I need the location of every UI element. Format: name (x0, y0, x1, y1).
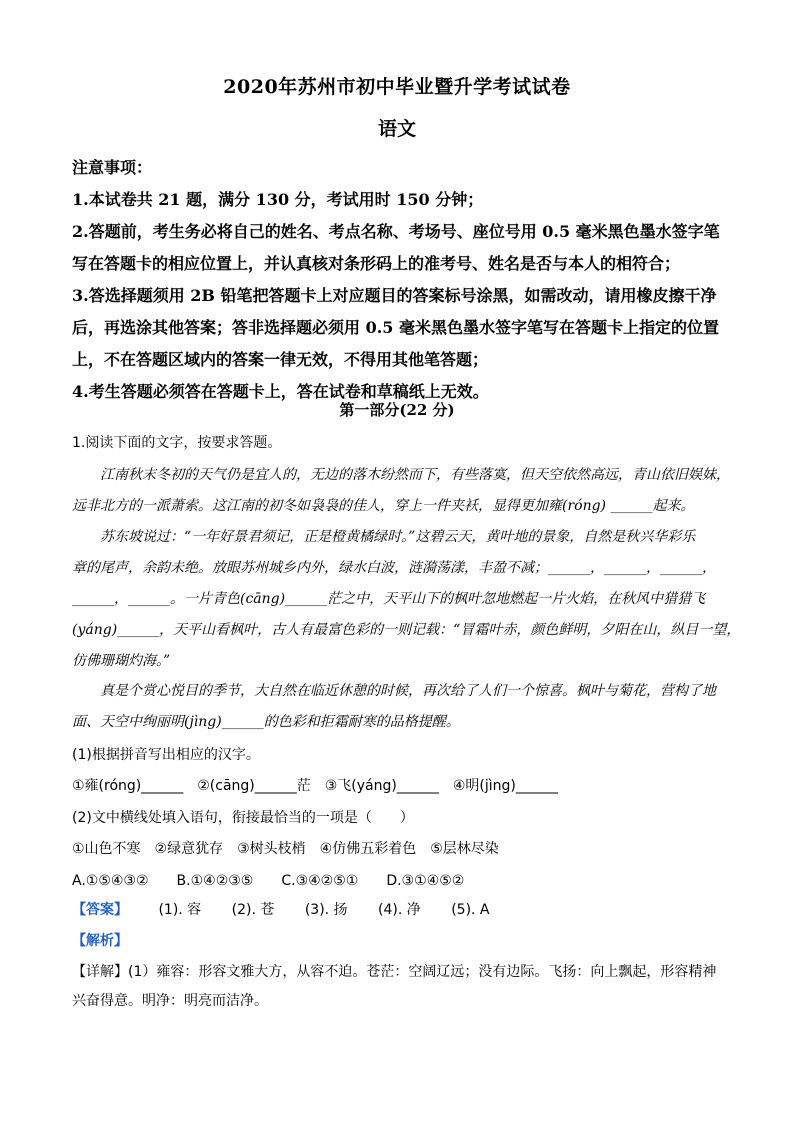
passage-line: 真是个赏心悦目的季节，大自然在临近休憩的时候，再次给了人们一个惊喜。枫叶与菊花，营构了地 (72, 683, 716, 699)
answer-choices: A.①⑤④③② B.①④②③⑤ C.③④②⑤① D.③①④⑤② (72, 873, 465, 889)
notes-line: 写在答题卡的相应位置上，并认真核对条形码上的准考号、姓名是否与本人的相符合； (72, 254, 681, 273)
answer-item: (1). 容 (158, 902, 202, 918)
answer-item: (5). A (451, 902, 490, 918)
detail-line: 兴奋得意。明净：明亮而洁净。 (72, 993, 268, 1009)
notes-line: 4.考生答题必须答在答题卡上，答在试卷和草稿纸上无效。 (72, 382, 489, 401)
notes-line: 2.答题前，考生务必将自己的姓名、考点名称、考场号、座位号用 0.5 毫米黑色墨水签字笔 (72, 222, 720, 241)
analysis-label: 【解析】 (72, 933, 128, 949)
answer-row (72, 899, 490, 919)
notes-section (72, 152, 724, 408)
sub-question-1: (1)根据拼音写出相应的汉字。 (72, 747, 260, 763)
notes-line: 1.本试卷共 21 题，满分 130 分，考试用时 150 分钟； (72, 190, 484, 209)
question-prompt: 1.阅读下面的文字，按要求答题。 (72, 435, 282, 451)
answer-item: (4). 净 (378, 902, 421, 918)
passage-line: (yáng)______，天平山看枫叶，古人有最富色彩的一则记载：“冒霜叶赤，颜色鲜明，夕阳在山，纵目一望， (72, 622, 741, 638)
answer-item: (3). 扬 (304, 902, 348, 918)
page-title: 2020年苏州市初中毕业暨升学考试试卷 (223, 76, 571, 98)
passage-line: ______，______。一片青色(cāng)______茫之中，天平山下的枫叶忽地燃起一片火焰，在秋风中猎猎飞 (72, 591, 706, 607)
notes-line: 3.答选择题须用 2B 铅笔把答题卡上对应题目的答案标号涂黑，如需改动，请用橡皮擦干净 (72, 286, 717, 305)
sub-question-2-items: ①山色不寒 ②绿意犹存 ③树头枝梢 ④仿佛五彩着色 ⑤层林尽染 (72, 841, 499, 857)
reading-passage (72, 460, 741, 677)
part-one-heading: 第一部分(22 分) (339, 401, 455, 419)
answer-item: (2). 苍 (231, 902, 275, 918)
notes-heading: 注意事项： (72, 158, 153, 177)
passage-line: 江南秋末冬初的天气仍是宜人的，无边的落木纷然而下，有些落寞，但天空依然高远，青山依旧娱妹， (72, 467, 730, 483)
answer-label: 【答案】 (72, 902, 128, 918)
detail-explanation (72, 958, 724, 1016)
passage-line: 面、天空中绚丽明(jìng)______的色彩和拒霜耐寒的品格提醒。 (72, 714, 460, 730)
passage-line: 苏东坡说过：“一年好景君须记，正是橙黄橘绿时。”这碧云天，黄叶地的景象，自然是秋兴华彩乐 (72, 529, 696, 545)
detail-line: 【详解】(1）雍容：形容文雅大方，从容不迫。苍茫：空阔辽远；没有边际。飞扬：向上飘起，形容精神 (72, 964, 717, 980)
passage-line: 仿佛珊瑚灼海。” (72, 653, 171, 669)
notes-line: 后，再选涂其他答案；答非选择题必须用 0.5 毫米黑色墨水签字笔写在答题卡上指定的位置 (72, 318, 719, 337)
sub-question-2: (2)文中横线处填入语句，衔接最恰当的一项是（ ） (72, 810, 414, 826)
notes-line: 上，不在答题区域内的答案一律无效，不得用其他笔答题； (72, 350, 489, 369)
subject-title: 语文 (377, 118, 416, 140)
passage-line: 远非北方的一派萧索。这江南的初冬如袅袅的佳人，穿上一件夹袄，显得更加雍(róng) ______起来。 (72, 498, 695, 514)
passage-line: 章的尾声，余韵未绝。放眼苏州城乡内外，绿水白波，涟漪荡漾，丰盈不减；______，______，______， (72, 560, 716, 576)
sub-question-1-items: ①雍(róng)______ ②(cāng)______茫 ③飞(yáng)______ ④明(jìng)______ (72, 778, 558, 794)
reading-passage-2 (72, 676, 724, 738)
